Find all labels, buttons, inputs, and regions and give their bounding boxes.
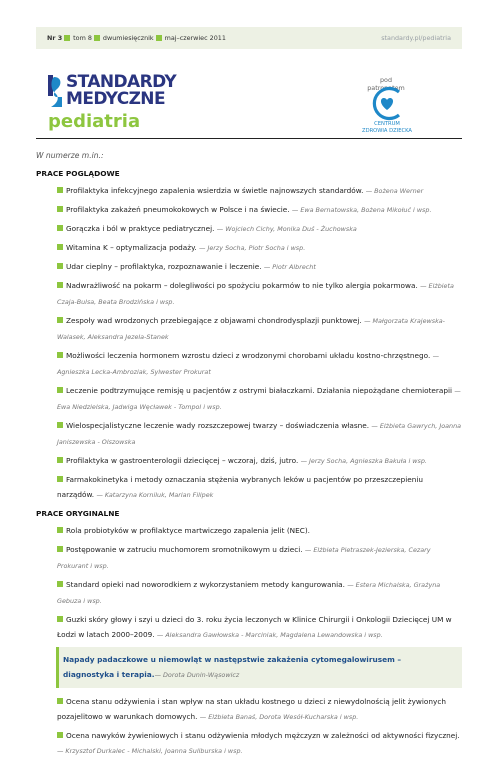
article-title: Udar cieplny – profilaktyka, rozpoznawanie i leczenie. [66, 262, 262, 271]
separator-square-icon [64, 35, 70, 41]
article-authors: — Elżbieta Gawrych, Joanna Janiszewska - Olszowska [57, 422, 462, 446]
section-title: PRACE ORYGINALNE [36, 509, 120, 518]
header-divider [36, 138, 462, 139]
bullet-square-icon [57, 476, 63, 482]
list-item[interactable] [36, 259, 462, 275]
article-authors: — Elżbieta Banaś, Dorota Wesół-Kucharska i wsp. [199, 713, 359, 721]
article-authors: — Jerzy Socha, Piotr Socha i wsp. [199, 244, 306, 252]
journal-logo-icon [48, 75, 62, 107]
bullet-square-icon [57, 187, 63, 193]
list-item[interactable] [36, 348, 462, 380]
journal-title: pediatria [48, 111, 141, 132]
bullet-square-icon [57, 225, 63, 231]
featured-article-title: Napady padaczkowe u niemowląt w następstwie zakażenia cytomegalowirusem – diagnostyka i terapia. [63, 655, 402, 679]
list-item[interactable] [36, 453, 462, 469]
article-title: Leczenie podtrzymujące remisję u pacjentów z ostrymi białaczkami. Działania niepożądane chemioterapii [66, 386, 453, 395]
article-authors: — Piotr Albrecht [263, 263, 316, 271]
list-item[interactable] [36, 278, 462, 310]
list-item[interactable] [36, 542, 462, 574]
bullet-square-icon [57, 457, 63, 463]
article-title: Guzki skóry głowy i szyi u dzieci do 3. roku życia leczonych w Klinice Chirurgii i Onkologii Dziecięcej UM w Łodzi w latach 2000–2009. [57, 615, 452, 639]
contents-intro: W numerze m.in.: [36, 151, 104, 160]
issue-date: maj–czerwiec 2011 [164, 34, 226, 42]
article-authors: — Aleksandra Gawłowska - Marciniak, Magdalena Lewandowska i wsp. [156, 631, 383, 639]
article-title: Ocena stanu odżywienia i stan wpływ na stan układu kostnego u dzieci z niewydolnością jelit żywionych pozajelitowo w warunkach domowych. [57, 697, 446, 721]
article-authors: — Elżbieta Pietraszek-Jezierska, Cezary Prokurant i wsp. [57, 546, 431, 570]
bullet-square-icon [57, 282, 63, 288]
article-title: Profilaktyka zakażeń pneumokokowych w Polsce i na świecie. [66, 205, 290, 214]
bullet-square-icon [57, 527, 63, 533]
patron-name [354, 121, 420, 134]
article-authors: — Wojciech Cichy, Monika Duś - Żuchowska [216, 225, 357, 233]
separator-square-icon [156, 35, 162, 41]
article-authors: — Krzysztof Durkalec - Michalski, Joanna Suliburska i wsp. [57, 747, 243, 755]
separator-square-icon [94, 35, 100, 41]
article-title: Nadwrażliwość na pokarm – dolegliwości po spożyciu pokarmów to nie tylko alergia pokarmowa. [66, 281, 418, 290]
bullet-square-icon [57, 422, 63, 428]
list-item[interactable] [36, 694, 462, 725]
article-authors: — Bożena Werner [365, 187, 424, 195]
list-item[interactable] [36, 577, 462, 609]
bullet-square-icon [57, 244, 63, 250]
article-authors: — Małgorzata Krajewska-Walasek, Aleksandra Jezela-Stanek [57, 317, 445, 341]
patron-name-line2: ZDROWIA DZIECKA [362, 127, 412, 134]
article-title: Standard opieki nad noworodkiem z wykorzystaniem metody kangurowania. [66, 580, 345, 589]
bullet-square-icon [57, 581, 63, 587]
article-authors: — Katarzyna Korniluk, Marian Filipek [96, 491, 214, 499]
list-item[interactable] [36, 383, 462, 415]
heart-logo-icon [369, 87, 405, 120]
article-title: Profilaktyka infekcyjnego zapalenia wsierdzia w świetle najnowszych standardów. [66, 186, 364, 195]
logo-text-line1: STANDARDY [66, 72, 177, 92]
list-item[interactable] [36, 418, 462, 450]
article-title: Witamina K – optymalizacja podaży. [66, 243, 197, 252]
list-item[interactable] [36, 202, 462, 218]
featured-article-authors: — Dorota Dunin-Wąsowicz [154, 671, 240, 679]
bullet-square-icon [57, 732, 63, 738]
issue-frequency: dwumiesięcznik [102, 34, 154, 42]
list-item[interactable] [36, 612, 462, 643]
section-title: PRACE POGLĄDOWE [36, 169, 120, 178]
article-authors: — Ewa Bernatowska, Bożena Mikołuć i wsp. [291, 206, 432, 214]
issue-number: Nr 3 [47, 34, 63, 42]
article-title: Gorączka i ból w praktyce pediatrycznej. [66, 224, 215, 233]
article-authors: — Agnieszka Lecka-Ambroziak, Sylwester Prokurat [57, 352, 440, 376]
logo-text-line2: MEDYCZNE [66, 89, 165, 109]
article-authors: — Estera Michalska, Grażyna Gebuza i wsp. [57, 581, 441, 605]
bullet-square-icon [57, 317, 63, 323]
article-title: Zespoły wad wrodzonych przebiegające z objawami chondrodysplazji punktowej. [66, 316, 362, 325]
issue-volume: tom 8 [73, 34, 92, 42]
bullet-square-icon [57, 698, 63, 704]
contents [36, 151, 462, 762]
article-title: Postępowanie w zatruciu muchomorem sromotnikowym u dzieci. [66, 545, 303, 554]
bullet-square-icon [57, 616, 63, 622]
article-title: Ocena nawyków żywieniowych i stanu odżywienia młodych mężczyzn w zależności od aktywności fizycznej. [66, 731, 460, 740]
list-item[interactable] [36, 183, 462, 199]
article-title: Farmakokinetyka i metody oznaczania stężenia wybranych leków u pacjentów po przeszczepieniu narządów. [57, 475, 424, 499]
list-item[interactable] [36, 313, 462, 345]
article-authors: — Jerzy Socha, Agnieszka Bakuła i wsp. [300, 457, 427, 465]
list-item[interactable] [36, 240, 462, 256]
article-title: Rola probiotyków w profilaktyce martwiczego zapalenia jelit (NEC). [66, 526, 310, 535]
bullet-square-icon [57, 387, 63, 393]
article-title: Profilaktyka w gastroenterologii dziecięcej – wczoraj, dziś, jutro. [66, 456, 299, 465]
list-item[interactable] [36, 221, 462, 237]
bullet-square-icon [57, 352, 63, 358]
bullet-square-icon [57, 546, 63, 552]
featured-article[interactable] [56, 647, 462, 688]
article-authors: — Elżbieta Czaja-Bulsa, Beata Brodzińska i wsp. [57, 282, 454, 306]
patron-label: pod patronatem [367, 76, 405, 92]
bullet-square-icon [57, 206, 63, 212]
article-authors: — Ewa Niedzielska, Jadwiga Węcławek - Tompol i wsp. [57, 387, 461, 411]
list-item[interactable] [36, 728, 462, 759]
list-item[interactable] [36, 523, 462, 539]
article-title: Możliwości leczenia hormonem wzrostu dzieci z wrodzonymi chorobami układu kostno-chrzęstnego. [66, 351, 431, 360]
patron-name-line1: CENTRUM [374, 121, 400, 127]
bullet-square-icon [57, 263, 63, 269]
article-title: Wielospecjalistyczne leczenie wady rozszczepowej twarzy – doświadczenia własne. [66, 421, 370, 430]
issue-info-bar [36, 27, 462, 49]
list-item[interactable] [36, 472, 462, 503]
journal-url[interactable]: standardy.pl/pediatria [381, 34, 451, 42]
